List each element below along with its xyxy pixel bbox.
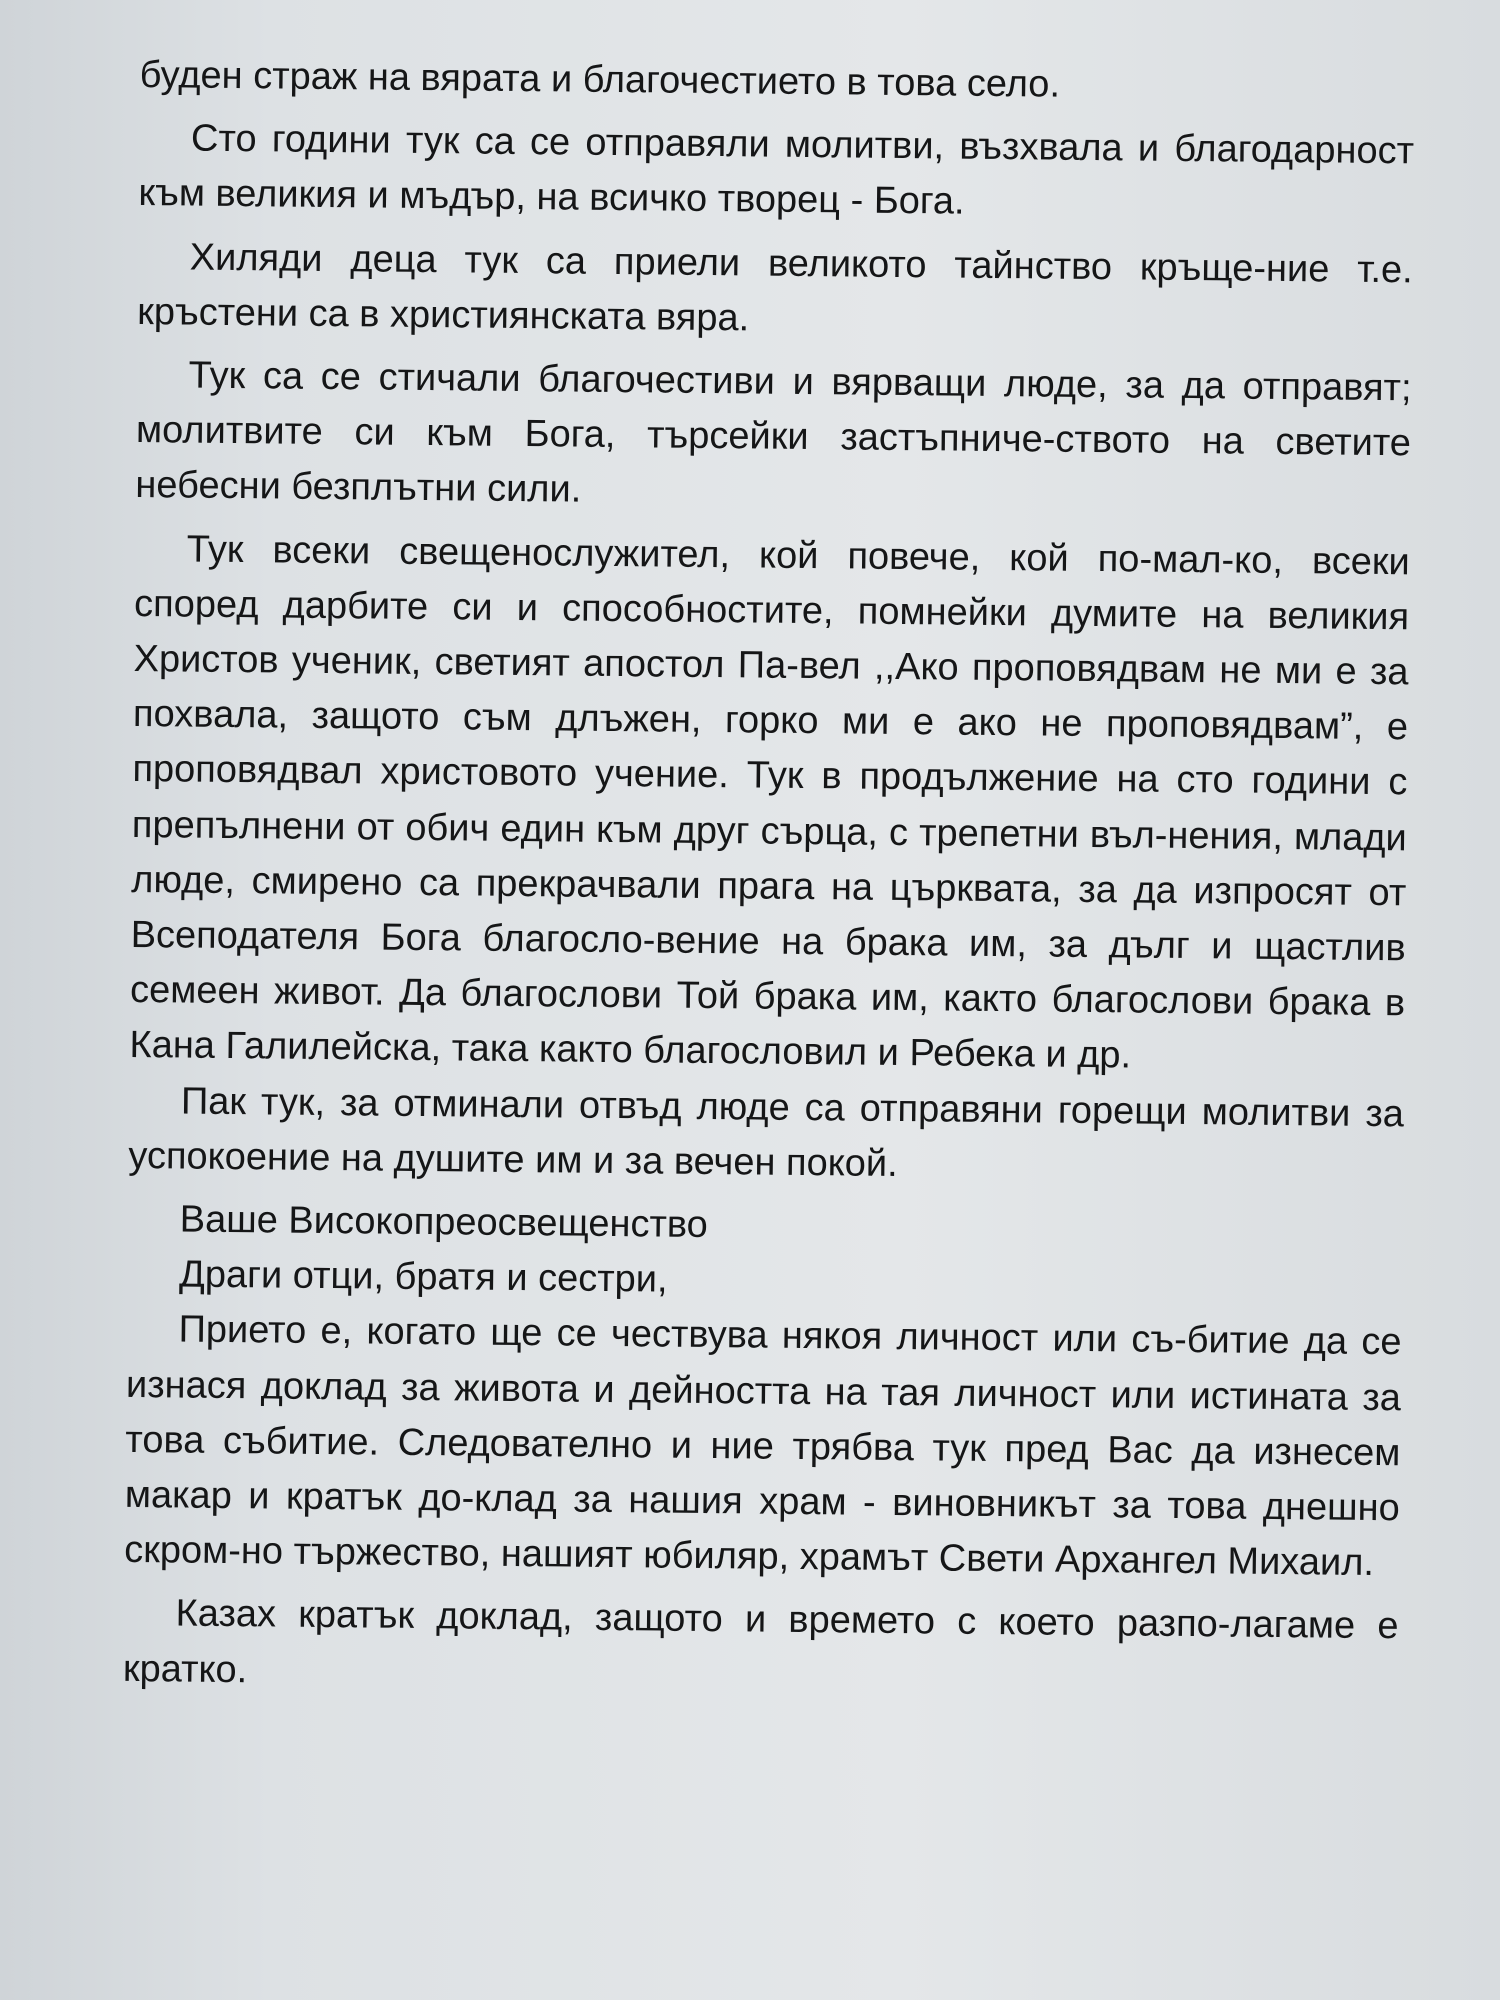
- page-text: [123, 48, 1415, 1710]
- paragraph-report: Прието е, когато ще се чествува някоя личност или съ-битие да се изнася доклад за живота и дейността на тая личност или истината за това събитие. Следователно и ние трябва тук пред Вас да изнесем макар и кратък до-клад за нашия храм - виновникът за това днешно скром-но тържество, нашият юбиляр, храмът Свети Архангел Михаил.: [124, 1308, 1402, 1585]
- paragraph-short-report: Казах кратък доклад, защото и времето с което разпо-лагаме е кратко.: [122, 1592, 1399, 1691]
- paragraph-continuation: буден страж на вярата и благочестието в това село.: [139, 53, 1061, 106]
- paragraph-departed: Пак тук, за отминали отвъд люде са отправяни горещи молитви за успокоение на душите им и за вечен покой.: [128, 1080, 1405, 1185]
- paragraph-hundred-years-prayers: Сто години тук са се отправяли молитви, възхвала и благодарност към великия и мъдър, на всичко творец - Бога.: [138, 117, 1415, 224]
- salutation-fathers: Драги отци, братя и сестри,: [178, 1253, 668, 1301]
- paragraph-clergy: Тук всеки свещенослужител, кой повече, кой по-мал-ко, всеки според дарбите си и способностите, помнейки думите на великия Христов ученик, светият апостол Па-вел ,,Ако проповядвам не ми е за похвала, защото съм длъжен, горко ми е ако не проповядвам”, е проповядвал христовото учение. Тук в продължение на сто години с препълнени от обич един към друг сърца, с трепетни въл-нения, млади люде, смирено са прекрачвали прага на църквата, за да изпросят от Всеподателя Бога благосло-вение на брака им, за дълг и щастлив семеен живот. Да благослови Той брака им, както благослови брака в Кана Галилейска, така както благословил и Ребека и др.: [129, 528, 1410, 1077]
- paragraph-believers: Тук са се стичали благочестиви и вярващи люде, за да отправят; молитвите си към Бога, търсейки застъпниче-ството на светите небесни безплътни сили.: [135, 354, 1412, 512]
- salutation-eminence: Ваше Високопреосвещенство: [179, 1198, 709, 1247]
- paragraph-baptism: Хиляди деца тук са приели великото тайнство кръще-ние т.е. кръстени са в християнската вяра.: [137, 236, 1413, 340]
